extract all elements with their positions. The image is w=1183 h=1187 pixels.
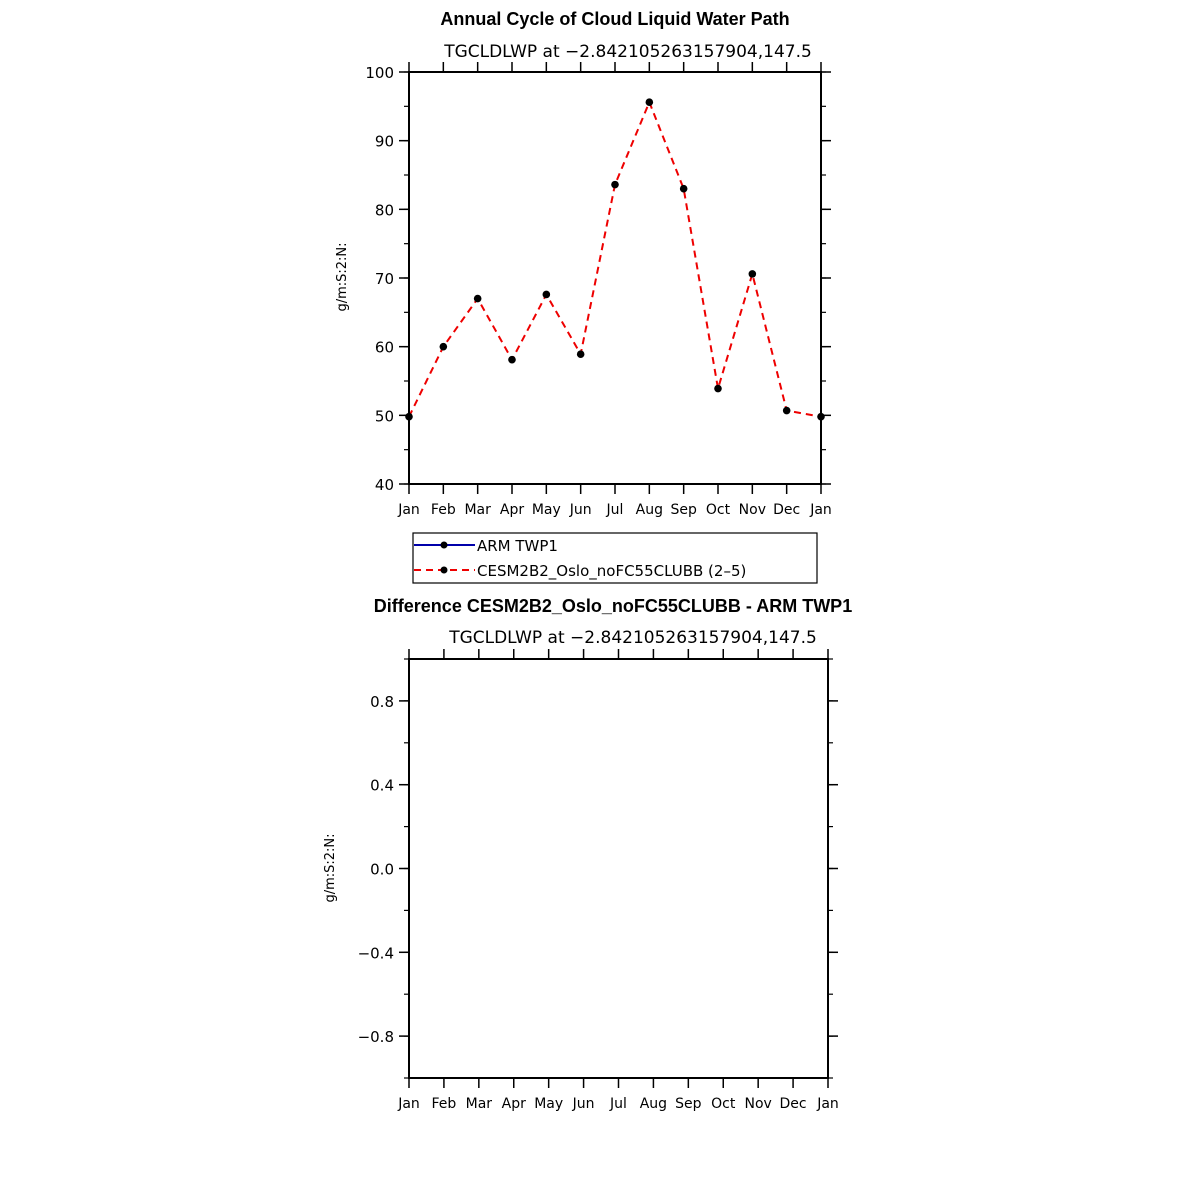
bot-ytick-label: −0.8 <box>357 1028 394 1047</box>
legend-marker-cesm <box>441 567 448 574</box>
legend-label-arm: ARM TWP1 <box>477 537 558 555</box>
top-xtick-label: Apr <box>499 502 525 518</box>
bot-ytick-label: −0.4 <box>357 944 394 963</box>
top-xtick-label: Jun <box>569 502 592 518</box>
bottom-ytick-labels <box>358 693 394 1046</box>
bot-xtick-label: Dec <box>779 1096 807 1112</box>
top-series-point <box>543 291 551 299</box>
bot-xtick-label: May <box>534 1096 564 1112</box>
legend-label-cesm: CESM2B2_Oslo_noFC55CLUBB (2–5) <box>477 562 747 580</box>
top-ylabel: g/m:S:2:N: <box>335 242 350 312</box>
top-xtick-label: Jan <box>810 502 832 518</box>
top-series-point <box>646 98 654 106</box>
bottom-title: Difference CESM2B2_Oslo_noFC55CLUBB - ARM TWP1 <box>373 596 853 616</box>
top-xtick-label: Jan <box>398 502 420 518</box>
top-subtitle: TGCLDLWP at −2.842105263157904,147.5 <box>444 42 812 62</box>
top-series-point <box>577 350 585 358</box>
top-series-line-1 <box>409 102 821 416</box>
bot-xtick-label: Aug <box>639 1096 668 1112</box>
top-ticks <box>399 62 831 494</box>
bot-xtick-label: Oct <box>711 1096 736 1112</box>
bottom-plot-frame <box>409 659 828 1078</box>
top-ytick-label: 50 <box>374 407 394 426</box>
top-series-point <box>474 295 482 303</box>
top-series <box>405 98 825 420</box>
top-series-point <box>714 385 722 393</box>
top-ytick-labels <box>365 64 394 494</box>
top-xtick-label: Aug <box>635 502 664 518</box>
top-xtick-labels <box>397 502 832 518</box>
top-series-point <box>440 343 448 351</box>
top-ytick-label: 80 <box>374 201 394 220</box>
bot-xtick-label: Jan <box>398 1096 420 1112</box>
bottom-panel <box>323 596 852 1112</box>
top-series-point <box>611 181 619 189</box>
top-xtick-label: Oct <box>705 502 731 518</box>
top-series-point <box>680 185 688 193</box>
bot-ytick-label: 0.4 <box>370 776 394 795</box>
bot-xtick-label: Sep <box>675 1096 702 1112</box>
top-xtick-label: Mar <box>464 502 491 518</box>
bot-xtick-label: Nov <box>744 1096 772 1112</box>
bottom-ticks <box>399 649 838 1088</box>
top-xtick-label: Sep <box>670 502 697 518</box>
top-xtick-label: Nov <box>738 502 766 518</box>
top-ytick-label: 100 <box>365 64 394 82</box>
bot-xtick-label: Jan <box>817 1096 839 1112</box>
top-ytick-label: 60 <box>374 338 394 357</box>
top-xtick-label: Dec <box>773 502 801 518</box>
bot-xtick-label: Jun <box>572 1096 595 1112</box>
bot-ytick-label: 0.0 <box>370 860 394 879</box>
bot-ytick-label: 0.8 <box>370 692 394 711</box>
top-xtick-label: Feb <box>430 502 456 518</box>
top-ytick-label: 70 <box>374 270 394 288</box>
bottom-subtitle: TGCLDLWP at −2.842105263157904,147.5 <box>449 628 817 648</box>
top-title: Annual Cycle of Cloud Liquid Water Path <box>440 9 790 29</box>
top-plot-frame <box>409 72 821 484</box>
bottom-xtick-labels <box>397 1096 839 1112</box>
top-panel <box>335 9 832 518</box>
top-ytick-label: 90 <box>374 132 394 151</box>
top-xtick-label: Jul <box>606 502 624 518</box>
bot-xtick-label: Feb <box>431 1096 457 1112</box>
bot-xtick-label: Apr <box>501 1096 526 1112</box>
bot-xtick-label: Mar <box>465 1096 493 1112</box>
top-series-point <box>749 270 757 278</box>
top-ytick-label: 40 <box>374 476 394 494</box>
top-xtick-label: May <box>531 502 561 518</box>
legend <box>413 533 817 583</box>
top-series-point <box>783 407 791 415</box>
legend-marker-arm <box>441 542 448 549</box>
bot-xtick-label: Jul <box>610 1096 627 1112</box>
top-series-point <box>508 356 516 364</box>
bottom-ylabel: g/m:S:2:N: <box>323 833 338 903</box>
